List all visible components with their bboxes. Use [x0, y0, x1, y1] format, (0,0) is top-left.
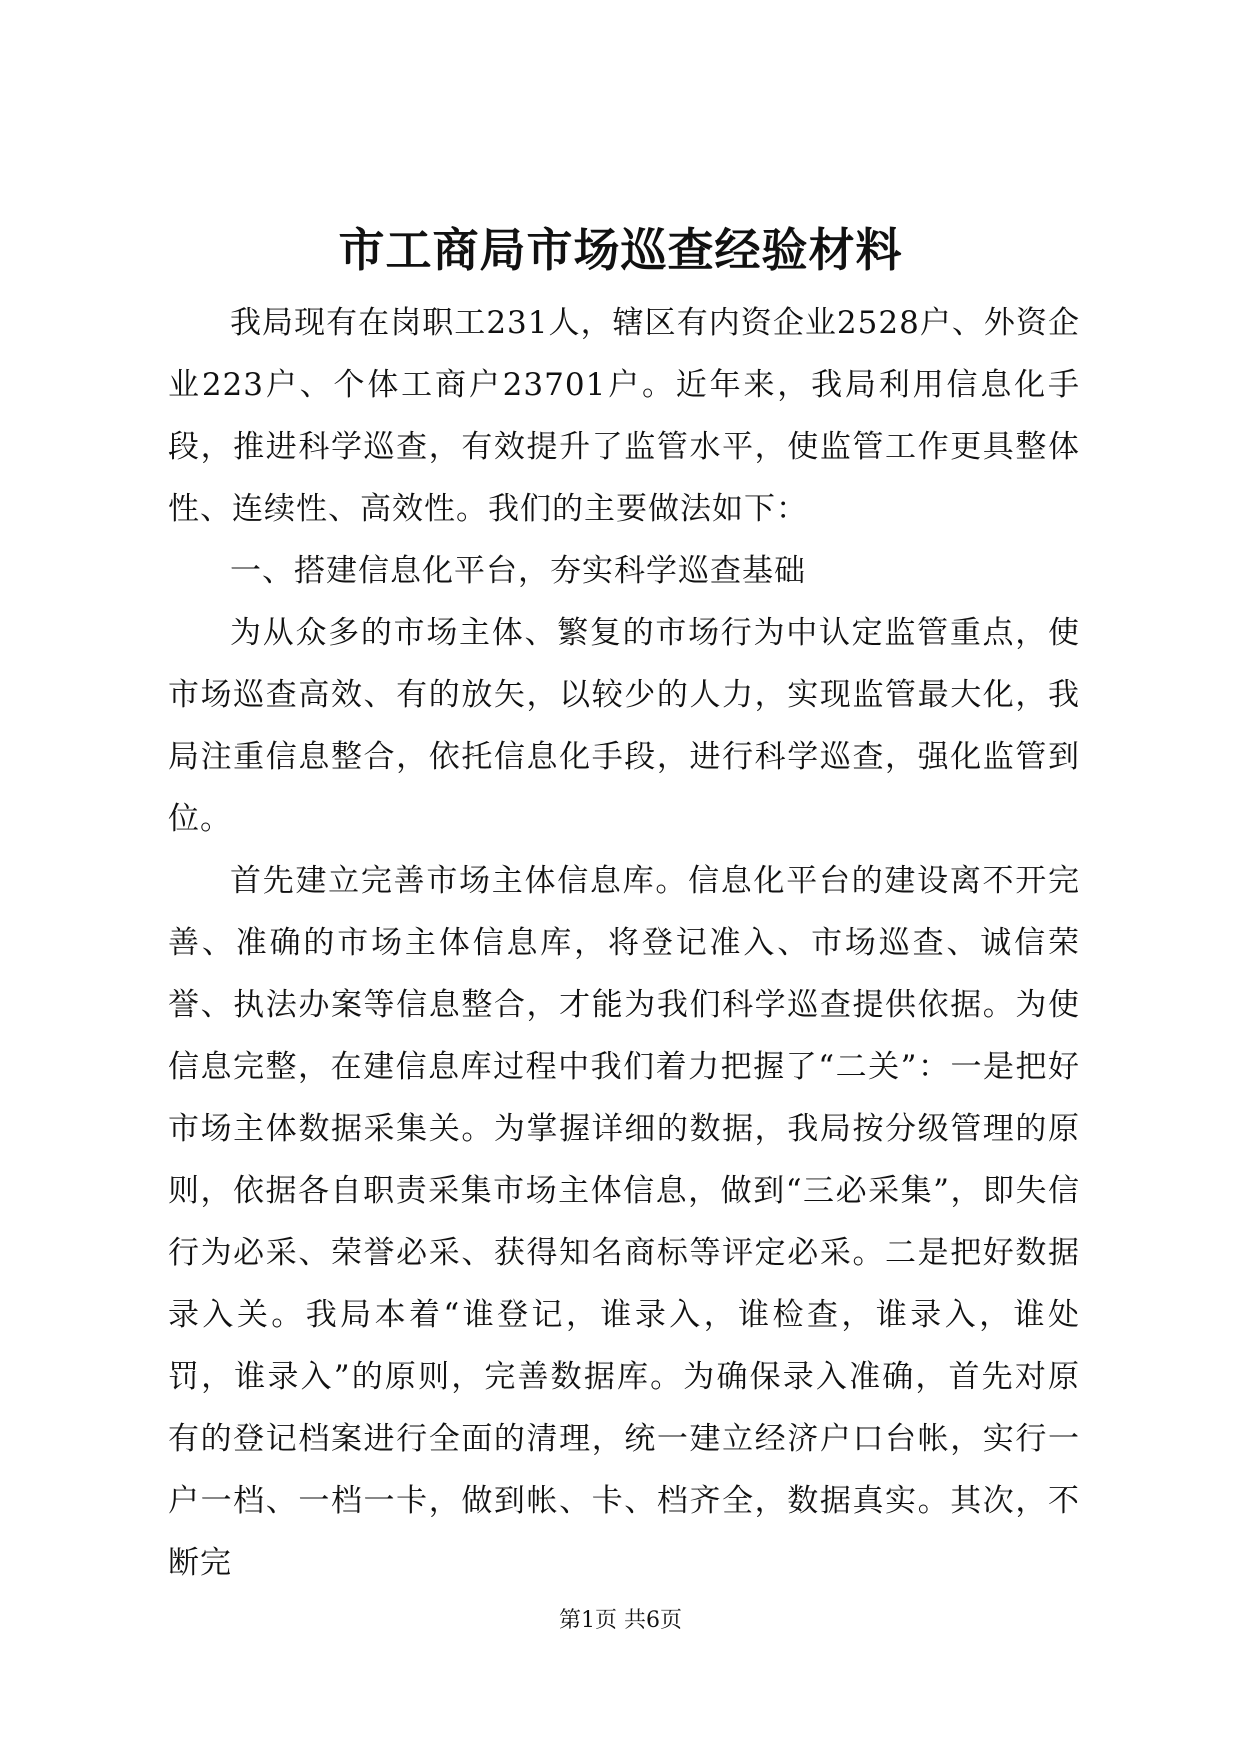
page-number: 第1页 共6页: [559, 1608, 682, 1633]
document-body: [168, 292, 1080, 1594]
paragraph-intro: 我局现有在岗职工231人，辖区有内资企业2528户、外资企业223户、个体工商户23701户。近年来，我局利用信息化手段，推进科学巡查，有效提升了监管水平，使监管工作更具整体性、连续性、高效性。我们的主要做法如下：: [168, 305, 1080, 527]
document-title: 市工商局市场巡查经验材料: [338, 223, 903, 277]
page-footer: [0, 1606, 1241, 1636]
paragraph-info-database: 首先建立完善市场主体信息库。信息化平台的建设离不开完善、准确的市场主体信息库，将登记准入、市场巡查、诚信荣誉、执法办案等信息整合，才能为我们科学巡查提供依据。为使信息完整，在建信息库过程中我们着力把握了“二关”：一是把好市场主体数据采集关。为掌握详细的数据，我局按分级管理的原则，依据各自职责采集市场主体信息，做到“三必采集”，即失信行为必采、荣誉必采、获得知名商标等评定必采。二是把好数据录入关。我局本着“谁登记，谁录入，谁检查，谁录入，谁处罚，谁录入”的原则，完善数据库。为确保录入准确，首先对原有的登记档案进行全面的清理，统一建立经济户口台帐，实行一户一档、一档一卡，做到帐、卡、档齐全，数据真实。其次，不断完: [168, 863, 1080, 1581]
section-heading-1: 一、搭建信息化平台，夯实科学巡查基础: [230, 553, 806, 589]
paragraph-section-1: 为从众多的市场主体、繁复的市场行为中认定监管重点，使市场巡查高效、有的放矢，以较少的人力，实现监管最大化，我局注重信息整合，依托信息化手段，进行科学巡查，强化监管到位。: [168, 615, 1080, 837]
